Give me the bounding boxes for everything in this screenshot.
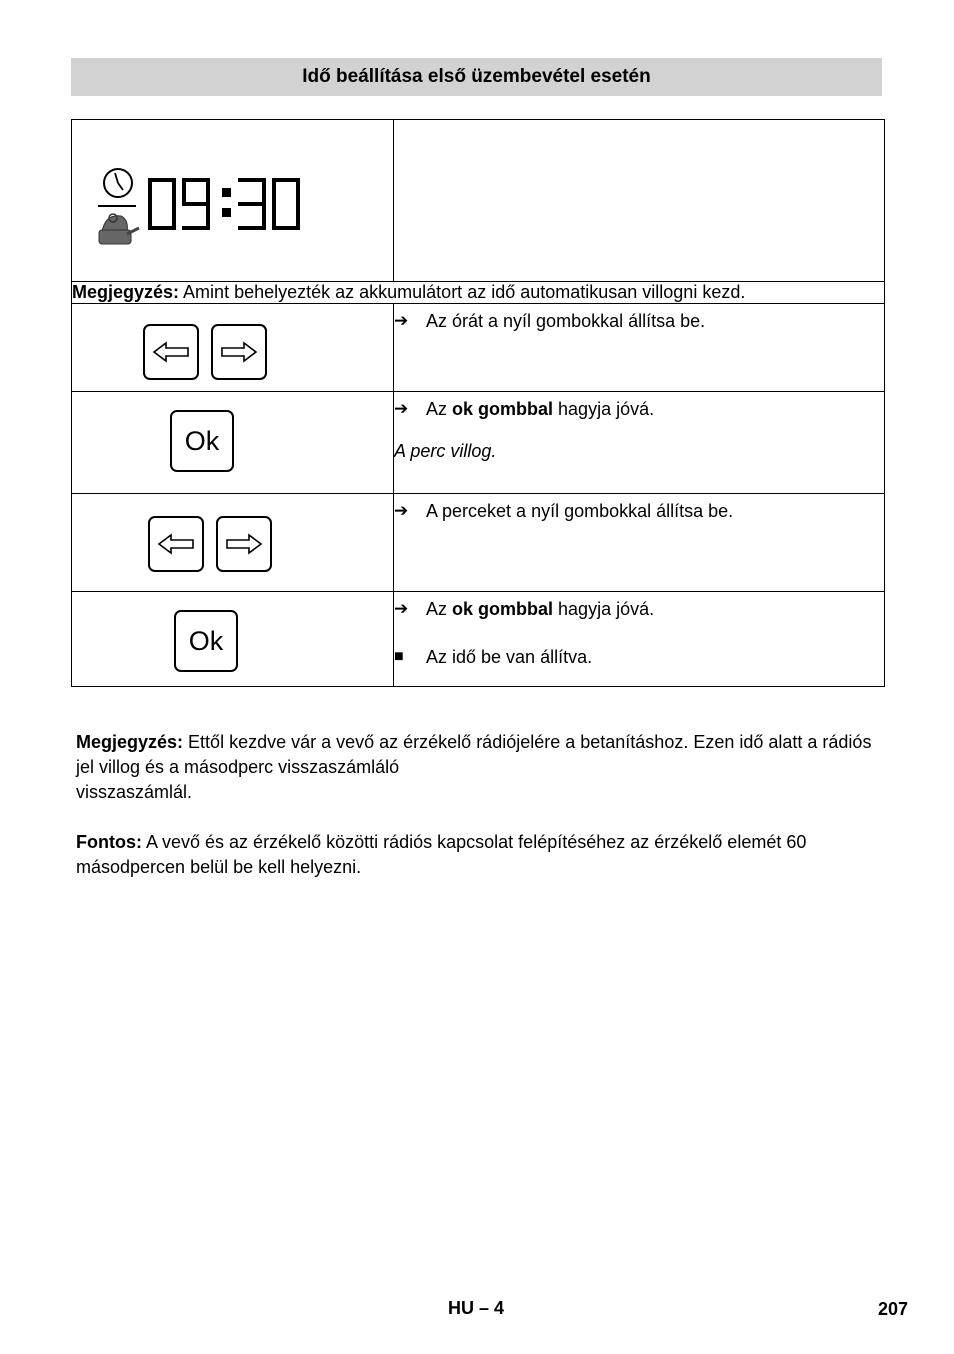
clock-icon	[104, 169, 132, 197]
important-text: A vevő és az érzékelő közötti rádiós kapcsolat felépítéséhez az érzékelő elemét 60 másodpercen belül be kell helyezni.	[76, 832, 807, 877]
left-arrow-icon	[157, 533, 195, 555]
step2-button-cell	[72, 392, 394, 494]
step3-instruction	[394, 500, 884, 522]
lcd-segment	[148, 178, 152, 204]
lcd-segment	[296, 178, 300, 204]
italic-note-text: A perc villog.	[394, 441, 497, 461]
right-arrow-icon	[220, 341, 258, 363]
important-paragraph	[76, 830, 886, 880]
right-arrow-icon	[225, 533, 263, 555]
step1-instruction	[394, 310, 884, 332]
ok-button[interactable]	[170, 410, 234, 472]
display-cell	[72, 120, 394, 282]
note-text: Amint behelyezték az akkumulátort az idő automatikusan villogni kezd.	[179, 282, 746, 302]
lcd-segment	[238, 226, 266, 230]
left-arrow-icon	[152, 341, 190, 363]
lcd-display	[72, 120, 393, 280]
note2-text: Ettől kezdve vár a vevő az érzékelő rádiójelére a betanításhoz. Ezen idő alatt a rádiós jel villog és a másodperc visszaszámláló	[76, 732, 872, 777]
step4-button-cell	[72, 592, 394, 687]
display-empty-cell	[394, 120, 885, 282]
lcd-segment	[296, 204, 300, 230]
lcd-segment	[206, 178, 210, 204]
step4-instruction	[394, 598, 884, 620]
ok-button-label: Ok	[188, 625, 224, 656]
step2-italic-note	[394, 440, 884, 462]
lcd-segment	[148, 178, 176, 182]
lcd-segment	[148, 204, 152, 230]
instruction-text: A perceket a nyíl gombokkal állítsa be.	[426, 501, 734, 521]
lcd-segment	[272, 178, 276, 204]
note-row	[72, 282, 885, 304]
note-paragraph	[76, 730, 886, 805]
step4-result	[394, 646, 884, 668]
lcd-segment	[182, 178, 186, 204]
arrow-marker: ➔	[394, 311, 409, 330]
ok-button[interactable]	[174, 610, 238, 672]
section-title-text: Idő beállítása első üzembevétel esetén	[302, 66, 651, 87]
arrow-button-pair	[143, 324, 267, 380]
arrow-button-pair	[148, 516, 272, 572]
lcd-segment	[238, 178, 266, 182]
lcd-segment	[182, 178, 210, 182]
step-row-4	[72, 592, 885, 687]
important-label: Fontos:	[76, 832, 142, 852]
lcd-segment	[238, 202, 266, 206]
step2-text-cell	[394, 392, 885, 494]
lcd-segment	[262, 204, 266, 230]
step1-text-cell	[394, 304, 885, 392]
arrow-marker: ➔	[394, 599, 409, 618]
lcd-segment	[206, 204, 210, 230]
lcd-segment	[172, 204, 176, 230]
note2-text-end: visszaszámlál.	[76, 782, 193, 802]
step3-text-cell	[394, 494, 885, 592]
lcd-segment	[272, 178, 300, 182]
footer-page-number: 207	[878, 1299, 909, 1319]
right-arrow-button[interactable]	[216, 516, 272, 572]
display-row	[72, 120, 885, 282]
lcd-segment	[182, 226, 210, 230]
step3-button-cell	[72, 494, 394, 592]
step-row-1	[72, 304, 885, 392]
instruction-text: Az ok gombbal hagyja jóvá.	[426, 399, 655, 419]
arrow-marker: ➔	[394, 501, 409, 520]
left-arrow-button[interactable]	[143, 324, 199, 380]
step-row-3	[72, 494, 885, 592]
step-row-2	[72, 392, 885, 494]
instruction-text: Az órát a nyíl gombokkal állítsa be.	[426, 311, 706, 331]
arrow-marker: ➔	[394, 399, 409, 418]
footer-section: HU – 4	[448, 1298, 505, 1318]
instruction-text: Az ok gombbal hagyja jóvá.	[426, 599, 655, 619]
note-cell	[72, 282, 885, 304]
note2-label: Megjegyzés:	[76, 732, 184, 752]
left-arrow-button[interactable]	[148, 516, 204, 572]
note-label: Megjegyzés:	[72, 282, 180, 302]
right-arrow-button[interactable]	[211, 324, 267, 380]
lcd-segment	[262, 178, 266, 204]
lcd-segment	[182, 202, 210, 206]
result-text: Az idő be van állítva.	[426, 647, 593, 667]
step4-text-cell	[394, 592, 885, 687]
step1-button-cell	[72, 304, 394, 392]
lcd-segment	[272, 204, 276, 230]
step2-instruction	[394, 398, 884, 420]
ok-button-label: Ok	[184, 425, 220, 456]
section-title	[71, 58, 882, 96]
lcd-segment	[172, 178, 176, 204]
watering-can-icon	[99, 214, 139, 244]
steps-table	[71, 119, 885, 687]
square-bullet: ■	[394, 648, 404, 665]
lcd-segment	[148, 226, 176, 230]
lcd-segment	[272, 226, 300, 230]
